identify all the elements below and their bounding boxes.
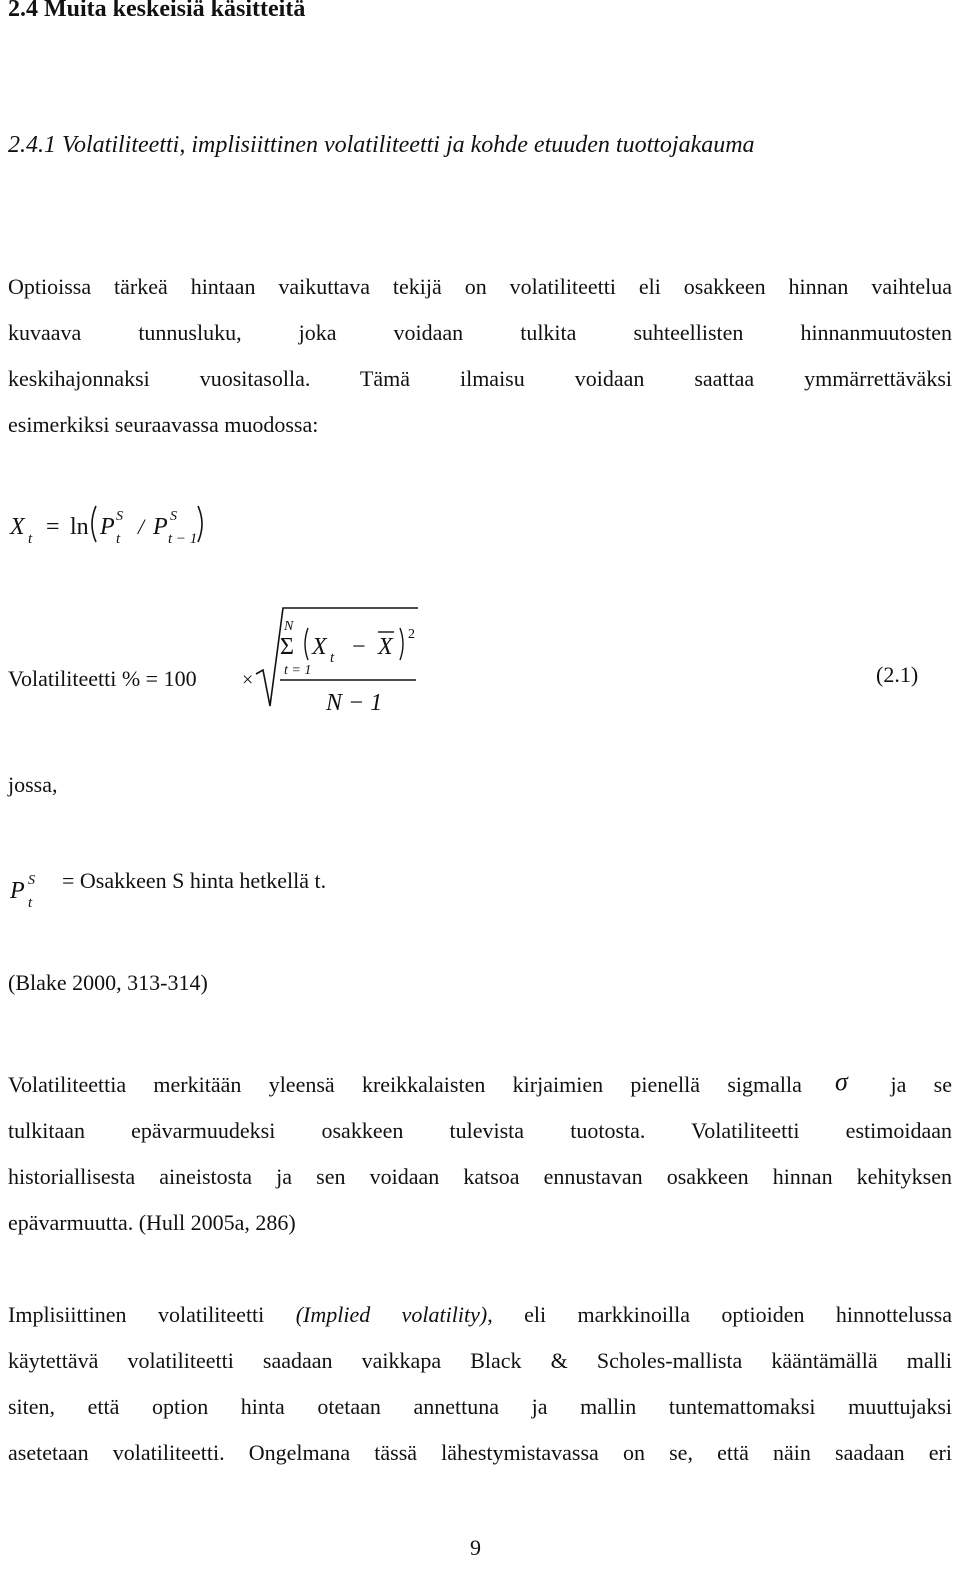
left-paren — [92, 506, 96, 542]
citation-blake: (Blake 2000, 313-314) — [8, 970, 208, 995]
paragraph-line — [8, 1062, 952, 1108]
eq2-minus: − — [352, 634, 366, 660]
eq-slash: / — [138, 514, 145, 539]
paragraph-line: tulkitaan epävarmuudeksi osakkeen tulevista tuotosta. Volatiliteetti estimoidaan — [8, 1118, 952, 1143]
eq-price: P — [100, 514, 115, 540]
equation-volatility — [8, 602, 448, 722]
paragraph-line: siten, että option hinta otetaan annettuna ja mallin tuntemattomaksi muuttujaksi — [8, 1394, 952, 1419]
paragraph-line: Optioissa tärkeä hintaan vaikuttava tekijä on volatiliteetti eli osakkeen hinnan vaihtelua — [8, 274, 952, 299]
eq-ln: ln — [70, 514, 89, 540]
line-text: Volatiliteettia merkitään yleensä kreikkalaisten kirjaimien pienellä sigmalla — [8, 1072, 802, 1097]
line-text: ja se — [890, 1072, 953, 1097]
def-p-sup: S — [28, 873, 35, 888]
eq-prev-price-sup: S — [170, 509, 177, 524]
eq2-x-sub: t — [330, 650, 335, 666]
eq-price-sub: t — [116, 531, 121, 547]
eq2-times: × — [242, 669, 254, 691]
section-heading: 2.4 Muita keskeisiä käsitteitä — [8, 0, 306, 22]
paragraph-line: esimerkiksi seuraavassa muodossa: — [8, 412, 319, 437]
eq-prev-price: P — [153, 514, 168, 540]
paragraph-line: keskihajonnaksi vuositasolla. Tämä ilmaisu voidaan saattaa ymmärrettäväksi — [8, 366, 952, 391]
sum-symbol: Σ — [280, 634, 294, 660]
sigma-glyph: σ — [835, 1068, 849, 1096]
eq2-power: 2 — [408, 627, 415, 642]
paragraph-line: epävarmuutta. (Hull 2005a, 286) — [8, 1210, 296, 1235]
paragraph-volatility-intro — [8, 264, 952, 448]
eq-x: X — [10, 514, 25, 540]
page-number: 9 — [470, 1535, 481, 1560]
eq-prev-price-sub: t − 1 — [168, 531, 198, 547]
eq2-mean: X — [378, 634, 393, 660]
eq-price-sup: S — [116, 509, 123, 524]
inner-right-paren — [400, 628, 403, 660]
def-p: P — [10, 878, 25, 904]
line-text: Implisiittinen volatiliteetti — [8, 1302, 296, 1327]
inner-left-paren — [305, 628, 308, 660]
eq-x-sub: t — [28, 531, 33, 547]
paragraph-line: historiallisesta aineistosta ja sen voidaan katsoa ennustavan osakkeen hinnan kehityksen — [8, 1164, 952, 1189]
eq2-denominator: N − 1 — [326, 690, 383, 716]
definition-text: = Osakkeen S hinta hetkellä t. — [62, 868, 327, 893]
paragraph-line: käytettävä volatiliteetti saadaan vaikkapa Black & Scholes-mallista kääntämällä malli — [8, 1348, 952, 1373]
paragraph-line — [8, 1292, 952, 1338]
sum-upper: N — [284, 619, 294, 634]
paragraph-line: asetetaan volatiliteetti. Ongelmana tässä lähestymistavassa on se, että näin saadaan eri — [8, 1440, 952, 1465]
paragraph-implied-volatility — [8, 1292, 952, 1476]
equation-log-return — [8, 500, 268, 550]
sigma-symbol — [829, 1068, 863, 1096]
line-text: , eli markkinoilla optioiden hinnottelussa — [487, 1302, 953, 1327]
eq2-lhs: Volatiliteetti % = 100 — [8, 666, 197, 691]
definition-symbol — [8, 864, 68, 914]
where-label: jossa, — [8, 772, 58, 797]
eq2-x: X — [312, 634, 327, 660]
paragraph-line: kuvaava tunnusluku, joka voidaan tulkita suhteellisten hinnanmuutosten — [8, 320, 952, 345]
subsection-heading: 2.4.1 Volatiliteetti, implisiittinen volatiliteetti ja kohde etuuden tuottojakauma — [8, 132, 755, 158]
right-paren — [198, 506, 202, 542]
sum-lower: t = 1 — [284, 663, 312, 678]
paragraph-sigma — [8, 1062, 952, 1246]
eq-equals: = — [46, 514, 60, 540]
def-p-sub: t — [28, 895, 33, 911]
equation-number: (2.1) — [876, 662, 919, 687]
italic-term: (Implied volatility) — [295, 1302, 488, 1327]
